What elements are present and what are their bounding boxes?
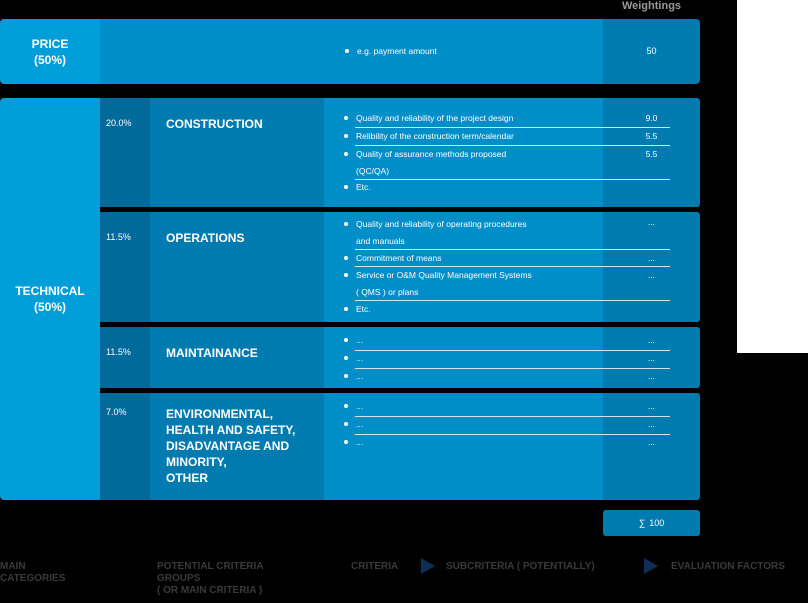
group-name-line: OTHER xyxy=(166,471,208,485)
maintainance-criteria xyxy=(324,327,603,388)
group-percent: 11.5% xyxy=(100,327,150,388)
criteria-text: Etc. xyxy=(356,304,371,314)
weight-value: ... xyxy=(647,253,656,263)
criteria-item xyxy=(344,128,514,145)
criteria-text: Quality and reliability of the project design xyxy=(356,113,514,123)
construction-criteria xyxy=(324,98,603,207)
main-category-technical xyxy=(0,98,100,500)
bullet-icon xyxy=(344,307,348,311)
criteria-item xyxy=(344,416,363,433)
bullet-icon xyxy=(344,356,348,360)
bullet-icon xyxy=(344,152,348,156)
criteria-item xyxy=(344,332,363,349)
bullet-icon xyxy=(344,422,348,426)
group-name-line: HEALTH AND SAFETY, xyxy=(166,423,296,437)
criteria-text: Quality of assurance methods proposed xyxy=(356,149,507,159)
price-criteria-area xyxy=(100,19,603,84)
criteria-text: ... xyxy=(356,335,364,345)
weight-value: ... xyxy=(647,353,656,363)
weight-value: ... xyxy=(647,419,656,429)
criteria-item xyxy=(344,250,442,267)
operations-criteria xyxy=(324,212,603,322)
criteria-item xyxy=(344,434,363,451)
criteria-item xyxy=(344,368,363,385)
footer-line: POTENTIAL CRITERIA xyxy=(157,561,264,572)
sum-icon: ∑ xyxy=(638,518,646,528)
footer-criteria-groups xyxy=(157,561,263,597)
divider xyxy=(355,368,670,369)
criteria-item xyxy=(344,179,371,196)
weight-value: ... xyxy=(647,335,656,345)
criteria-text: Relibility of the construction term/calendar xyxy=(356,131,514,141)
sum-value: 100 xyxy=(649,518,665,528)
criteria-text: ... xyxy=(356,401,364,411)
bullet-icon xyxy=(344,222,348,226)
footer-criteria: CRITERIA xyxy=(351,561,399,572)
bullet-icon xyxy=(344,134,348,138)
bullet-icon xyxy=(344,185,348,189)
criteria-item xyxy=(344,110,513,127)
group-name-operations: OPERATIONS xyxy=(150,212,324,322)
arrow-right-icon xyxy=(421,558,435,574)
price-percent: (50%) xyxy=(33,52,66,67)
divider xyxy=(355,350,670,351)
divider xyxy=(355,249,670,250)
criteria-item xyxy=(344,350,363,367)
footer-subcriteria: SUBCRITERIA ( POTENTIALLY) xyxy=(446,561,595,572)
criteria-text: Service or O&M Quality Management Systems xyxy=(356,270,532,280)
weight-value: 5.5 xyxy=(645,131,658,141)
criteria-item xyxy=(344,216,527,250)
weight-value: ... xyxy=(647,437,656,447)
criteria-item xyxy=(344,398,363,415)
main-category-price xyxy=(0,19,100,84)
divider xyxy=(355,416,670,417)
weight-sum-box xyxy=(603,510,700,536)
criteria-text: ... xyxy=(356,419,364,429)
weight-value: 9.0 xyxy=(645,113,658,123)
footer-line: ( OR MAIN CRITERIA ) xyxy=(157,585,263,596)
weight-value: 5.5 xyxy=(645,149,658,159)
bullet-icon xyxy=(344,256,348,260)
footer-line: CATEGORIES xyxy=(0,573,66,584)
criteria-text: Quality and reliability of operating procedures xyxy=(356,219,527,229)
weight-value: ... xyxy=(647,217,656,227)
criteria-item xyxy=(344,301,371,318)
bullet-icon xyxy=(344,338,348,342)
weight-value: ... xyxy=(647,371,656,381)
footer-line: GROUPS xyxy=(157,573,201,584)
divider xyxy=(355,179,670,180)
weightings-header: Weightings xyxy=(621,0,682,12)
divider xyxy=(355,127,670,128)
divider xyxy=(355,434,670,435)
white-panel xyxy=(737,0,808,353)
technical-label: TECHNICAL xyxy=(15,284,85,298)
group-name-line: ENVIRONMENTAL, xyxy=(166,407,274,421)
footer-evaluation-factors: EVALUATION FACTORS xyxy=(671,561,785,572)
group-percent: 11.5% xyxy=(100,212,150,322)
criteria-text: Etc. xyxy=(356,182,371,192)
criteria-text: ... xyxy=(356,371,364,381)
bullet-icon xyxy=(344,374,348,378)
criteria-text: e.g. payment amount xyxy=(357,46,437,56)
environmental-criteria xyxy=(324,393,603,500)
weight-value: ... xyxy=(647,270,656,280)
group-name-construction: CONSTRUCTION xyxy=(150,98,324,207)
price-weight-cell xyxy=(603,19,700,84)
criteria-item xyxy=(344,267,532,301)
bullet-icon xyxy=(345,49,349,53)
group-name-maintainance: MAINTAINANCE xyxy=(150,327,324,388)
criteria-text: Commitment of means xyxy=(356,253,442,263)
group-name-line: MINORITY, xyxy=(166,455,227,469)
group-percent: 7.0% xyxy=(100,393,150,500)
footer-main-categories xyxy=(0,561,65,585)
criteria-text-cont: ( QMS ) or plans xyxy=(356,287,419,297)
criteria-text-cont: (QC/QA) xyxy=(356,166,390,176)
footer-line: MAIN xyxy=(0,561,26,572)
criteria-text: ... xyxy=(356,437,364,447)
criteria-item xyxy=(344,146,506,180)
weight-value: ... xyxy=(647,401,656,411)
arrow-right-icon xyxy=(644,558,658,574)
bullet-icon xyxy=(344,404,348,408)
group-name-line: DISADVANTAGE AND xyxy=(166,439,290,453)
weight-value: 50 xyxy=(646,46,657,56)
technical-percent: (50%) xyxy=(33,300,66,314)
group-percent: 20.0% xyxy=(100,98,150,207)
divider xyxy=(355,266,670,267)
divider xyxy=(355,300,670,301)
criteria-item xyxy=(345,43,437,60)
price-label: PRICE xyxy=(31,36,69,51)
criteria-text: ... xyxy=(356,353,364,363)
bullet-icon xyxy=(344,273,348,277)
group-name-environmental xyxy=(150,393,324,500)
bullet-icon xyxy=(344,116,348,120)
bullet-icon xyxy=(344,440,348,444)
criteria-text-cont: and manuals xyxy=(356,236,405,246)
divider xyxy=(355,145,670,146)
